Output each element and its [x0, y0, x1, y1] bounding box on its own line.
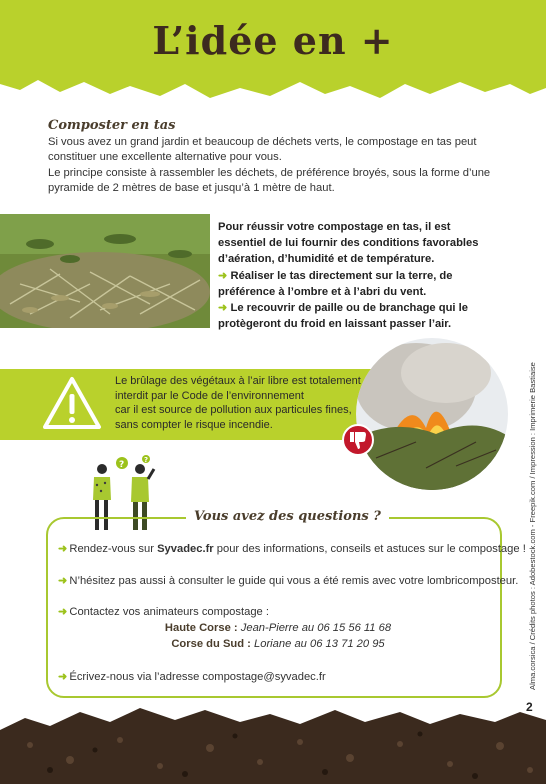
section-heading: Composter en tas [48, 118, 176, 133]
tip-1: Réaliser le tas directement sur la terre, de préférence à l’ombre et à l’abri du vent. [218, 269, 453, 298]
intro-paragraph-2: Le principe consiste à rassembler les déchets, de préférence broyés, sous la forme d’une pyramide de 2 mètres de base et jusqu’à 1 mètre de haut. [48, 167, 491, 194]
arrow-icon: ➜ [58, 606, 68, 618]
intro-paragraph-1: Si vous avez un grand jardin et beaucoup de déchets verts, le compostage en tas peut constituer une excellente alternative pour vous. [48, 136, 477, 163]
page-number: 2 [526, 700, 533, 714]
contact-corse-du-sud: Corse du Sud : Loriane au 06 13 71 20 95 [171, 638, 385, 650]
photo-credits: Alma.corsica / Crédits photos : Adobestock.com - Freepik.com / Impression : Imprimerie Bastiaise [528, 362, 537, 690]
contact-haute-corse: Haute Corse : Jean-Pierre au 06 15 56 11 68 [164, 622, 392, 634]
arrow-icon: ➜ [218, 302, 228, 315]
burning-pile-photo [356, 338, 508, 490]
svg-text:?: ? [144, 456, 149, 464]
arrow-icon: ➜ [58, 671, 68, 683]
tips-block [218, 219, 494, 332]
warning-text [115, 374, 365, 432]
thumbs-down-icon [342, 424, 374, 456]
warning-line-2: car il est source de pollution aux particules fines, sans compter le risque incendie. [115, 404, 352, 431]
torn-edge [0, 72, 546, 112]
syvadec-link[interactable]: Syvadec.fr [157, 543, 214, 555]
arrow-icon: ➜ [58, 543, 68, 555]
soil-footer [0, 700, 546, 784]
grass-pile-photo [0, 214, 210, 328]
warning-icon [42, 375, 102, 433]
arrow-icon: ➜ [58, 575, 68, 587]
question-item-email: ➜ Écrivez-nous via l’adresse compostage@syvadec.fr [58, 671, 326, 683]
questions-title: Vous avez des questions ? [186, 509, 389, 524]
page-title: L’idée en + [152, 18, 394, 63]
tip-2: Le recouvrir de paille ou de branchage qui le protègeront du froid en laissant passer l’air. [218, 302, 468, 331]
question-item-website: ➜ Rendez-vous sur Syvadec.fr pour des informations, conseils et astuces sur le compostage ! [58, 543, 526, 555]
question-item-guide: ➜ N’hésitez pas aussi à consulter le guide qui vous a été remis avec votre lombricomposteur. [58, 575, 519, 587]
tips-lead: Pour réussir votre compostage en tas, il est essentiel de lui fournir des conditions favorables d’aération, d’humidité et de température. [218, 221, 479, 266]
svg-text:?: ? [119, 460, 125, 470]
question-item-contacts: ➜ Contactez vos animateurs compostage : [58, 606, 269, 618]
arrow-icon: ➜ [218, 269, 228, 282]
warning-line-1: Le brûlage des végétaux à l’air libre est totalement interdit par le Code de l’environnement [115, 375, 361, 402]
